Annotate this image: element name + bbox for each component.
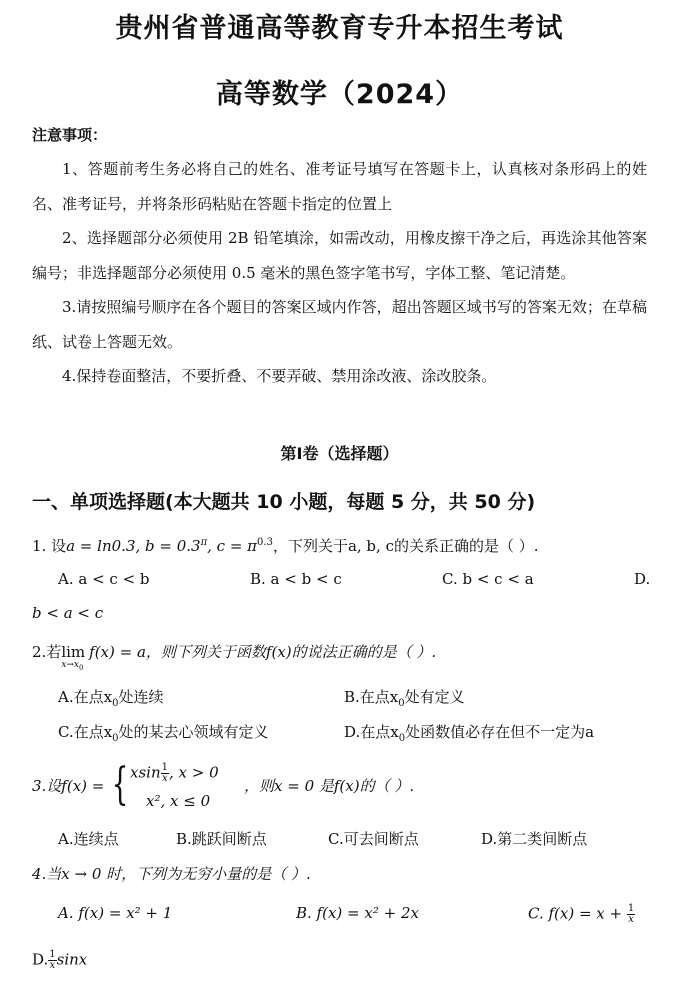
question-1-option-b[interactable]: B. a < b < c [250,570,342,588]
question-2-stem: 2.若lim $x\to x_0$ f(x) = a，则下列关于函数f(x)的说法正确的是（ ）. [32,643,437,672]
question-3-option-a[interactable]: A.连续点 [58,830,119,848]
note-item: 2、选择题部分必须使用 2B 铅笔填涂，如需改动，用橡皮擦干净之后，再选涂其他答案编号；非选择题部分必须使用 0.5 毫米的黑色签字笔书写，字体工整、笔记清楚。 [32,229,647,282]
notes-heading: 注意事项： [32,126,108,144]
question-2-option-b[interactable]: B.在点$x_0$处有定义 [344,688,465,709]
exam-title: 贵州省普通高等教育专升本招生考试 [115,13,564,44]
question-3-case-1: xsin $\frac{1}{x}$ , x > 0 [130,762,219,784]
question-4-stem: 4.当x → 0 时，下列为无穷小量的是（ ）. [32,865,311,883]
question-1-option-d-label[interactable]: D. [634,570,651,588]
question-3-option-c[interactable]: C.可去间断点 [328,830,419,848]
question-3-option-b[interactable]: B.跳跃间断点 [176,830,267,848]
question-4-option-b[interactable]: B. f(x) = x² + 2x [296,904,419,922]
note-item: 4.保持卷面整洁，不要折叠、不要弄破、禁用涂改液、涂改胶条。 [62,367,497,385]
question-2-option-a[interactable]: A.在点$x_0$处连续 [58,688,164,709]
section-title: 一、单项选择题(本大题共 10 小题，每题 5 分，共 50 分) [32,491,536,513]
question-3-prefix: 3.设f(x) = [32,777,105,795]
question-4-option-a[interactable]: A. f(x) = x² + 1 [58,904,173,922]
question-2-option-c[interactable]: C.在点$x_0$处的某去心领域有定义 [58,723,269,744]
note-item: 1、答题前考生务必将自己的姓名、准考证号填写在答题卡上，认真核对条形码上的姓名、准考证号，并将条形码粘贴在答题卡指定的位置上 [32,160,647,213]
question-1-option-a[interactable]: A. a < c < b [58,570,150,588]
question-1-option-d[interactable]: b < a < c [32,604,104,622]
note-item: 3.请按照编号顺序在各个题目的答案区域内作答，超出答题区域书写的答案无效；在草稿纸、试卷上答题无效。 [32,298,647,351]
exam-subtitle: 高等数学（2024） [215,79,464,110]
question-1-stem: 1. 设a = ln0.3, $b = 0.3^\pi$, $c = \pi^{0.3}$，下列关于a, b, c的关系正确的是（ ）. [32,537,539,555]
question-3-case-2: x², x ≤ 0 [146,792,211,810]
question-3-option-d[interactable]: D.第二类间断点 [481,830,588,848]
question-4-option-d[interactable]: D. $\frac{1}{x}$ sinx [32,949,88,971]
piecewise-brace: { [111,759,129,810]
notes-list [32,152,647,394]
question-3-suffix: ，则x = 0 是f(x)的（ ）. [244,777,415,795]
question-2-option-d[interactable]: D.在点$x_0$处函数值必存在但不一定为a [344,723,595,744]
question-4-option-c[interactable]: C. f(x) = x + $\frac{1}{x}$ [528,903,635,925]
part-title: 第Ⅰ卷（选择题） [280,444,399,463]
question-1-option-c[interactable]: C. b < c < a [442,570,534,588]
